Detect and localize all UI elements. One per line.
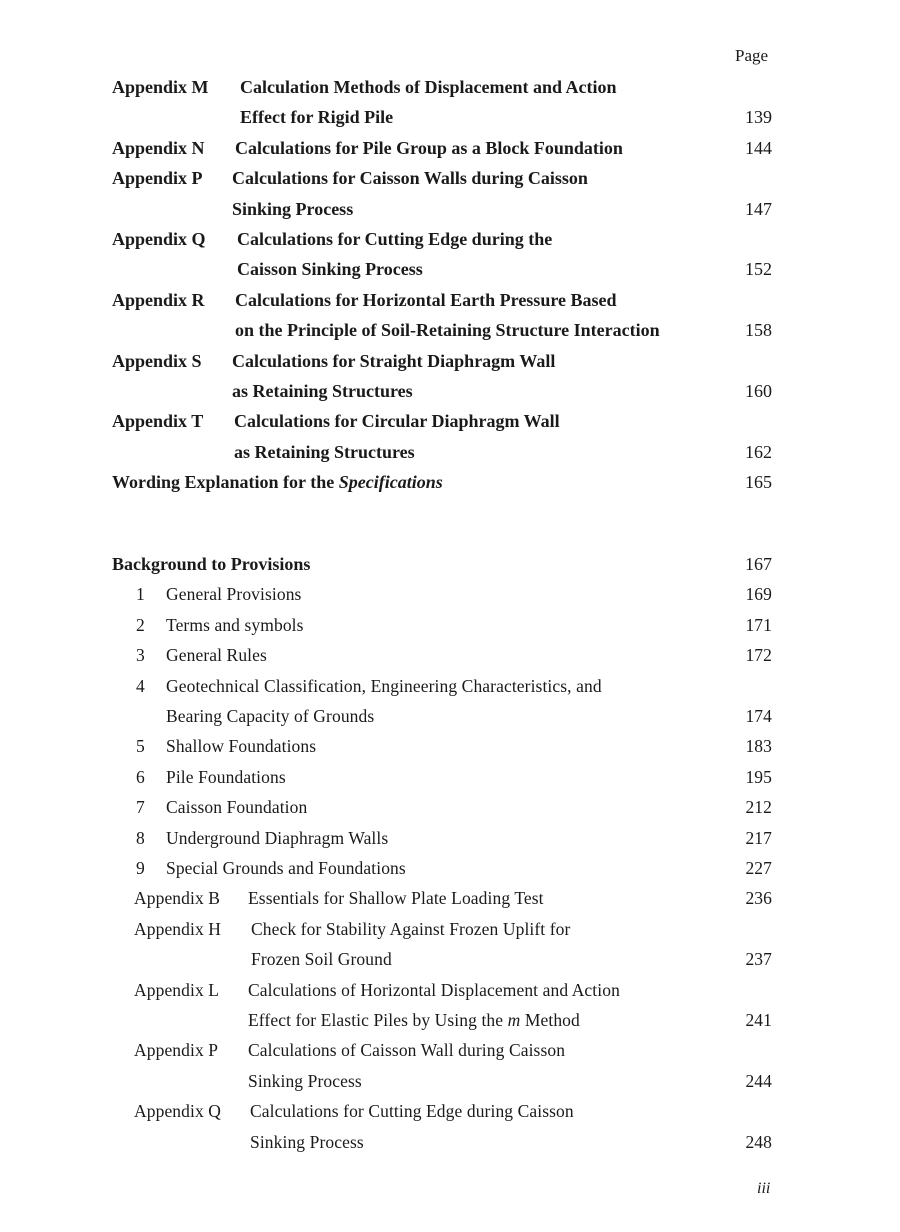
entry-title: on the Principle of Soil-Retaining Structure Interaction — [235, 320, 660, 341]
appendix-title: Calculations of Horizontal Displacement and Action — [248, 979, 620, 1000]
page-number: 162 — [745, 441, 772, 462]
appendix-label: Appendix N — [112, 137, 205, 158]
toc-entry-wording[interactable] — [0, 467, 900, 497]
page-number: 152 — [745, 259, 772, 280]
page-column-header: Page — [735, 46, 769, 65]
chapter-number: 9 — [136, 858, 145, 878]
appendix-title: Check for Stability Against Frozen Uplift for — [251, 918, 571, 939]
toc-chapter-line[interactable] — [0, 579, 900, 609]
toc-entry-line[interactable] — [0, 346, 900, 376]
appendix-title: Calculations of Caisson Wall during Caisson — [248, 1040, 566, 1061]
appendix-label: Appendix Q — [112, 229, 206, 249]
toc-appendix-line[interactable] — [0, 1096, 900, 1126]
page-number: 241 — [745, 1010, 772, 1030]
page-number: 144 — [745, 137, 772, 158]
chapter-number: 6 — [136, 766, 145, 787]
page-number: 237 — [745, 949, 772, 970]
entry-title: as Retaining Structures — [234, 441, 415, 462]
toc-entry-line[interactable] — [0, 72, 900, 102]
chapter-title: Special Grounds and Foundations — [166, 858, 406, 878]
toc-entry-line[interactable] — [0, 102, 900, 132]
page-number: 236 — [745, 888, 772, 909]
toc-entry-line[interactable] — [0, 254, 900, 284]
page-number: 139 — [745, 107, 772, 128]
toc-chapter-line[interactable] — [0, 701, 900, 731]
toc-entry-line[interactable] — [0, 437, 900, 467]
page-number: 147 — [745, 198, 772, 219]
toc-entry-line[interactable] — [0, 133, 900, 163]
page-number: 244 — [745, 1070, 772, 1091]
toc-chapter-line[interactable] — [0, 671, 900, 701]
toc-section-background[interactable] — [0, 549, 900, 579]
entry-title: Caisson Sinking Process — [237, 259, 423, 280]
chapter-title: Underground Diaphragm Walls — [166, 827, 389, 848]
page-number: 183 — [745, 736, 772, 757]
page-number: 227 — [745, 858, 772, 878]
chapter-number: 4 — [136, 675, 145, 696]
appendix-label: Appendix P — [134, 1040, 219, 1061]
page-number: 217 — [745, 827, 772, 848]
chapter-number: 1 — [136, 584, 145, 605]
chapter-title: Geotechnical Classification, Engineering Characteristics, and — [166, 675, 602, 696]
appendix-label: Appendix S — [112, 350, 202, 371]
chapter-title: General Provisions — [166, 584, 302, 605]
entry-title: Calculations for Horizontal Earth Pressure Based — [235, 289, 617, 310]
section-title: Background to Provisions — [112, 554, 311, 574]
appendix-title: Essentials for Shallow Plate Loading Test — [248, 888, 544, 909]
chapter-number: 5 — [136, 736, 145, 757]
toc-entry-line[interactable] — [0, 285, 900, 315]
toc-appendix-line[interactable] — [0, 944, 900, 974]
page-folio: iii — [757, 1180, 771, 1197]
toc-appendix-line[interactable] — [0, 1005, 900, 1035]
appendix-title: Frozen Soil Ground — [251, 949, 392, 970]
entry-title: as Retaining Structures — [232, 381, 413, 401]
appendix-title: Effect for Elastic Piles by Using the m Method — [248, 1010, 580, 1030]
appendix-title: Sinking Process — [248, 1070, 362, 1091]
appendix-label: Appendix H — [134, 918, 222, 939]
toc-chapter-line[interactable] — [0, 853, 900, 883]
entry-title: Calculation Methods of Displacement and Action — [240, 77, 617, 97]
toc-chapter-line[interactable] — [0, 823, 900, 853]
toc-chapter-line[interactable] — [0, 792, 900, 822]
chapter-title: Shallow Foundations — [166, 736, 317, 757]
toc-chapter-line[interactable] — [0, 762, 900, 792]
toc-appendix-line[interactable] — [0, 1035, 900, 1065]
toc-appendix-line[interactable] — [0, 975, 900, 1005]
chapter-number: 8 — [136, 827, 145, 848]
chapter-title: Terms and symbols — [166, 614, 304, 635]
appendix-label: Appendix L — [134, 979, 220, 1000]
toc-entry-line[interactable] — [0, 315, 900, 345]
toc-chapter-line[interactable] — [0, 610, 900, 640]
toc-chapter-line[interactable] — [0, 731, 900, 761]
entry-title: Sinking Process — [232, 198, 354, 219]
page-number: 160 — [745, 381, 772, 401]
entry-title: Effect for Rigid Pile — [240, 107, 394, 128]
entry-title-wrap — [112, 467, 443, 497]
entry-title: Calculations for Caisson Walls during Caisson — [232, 168, 588, 189]
page-number: 171 — [745, 614, 772, 635]
appendix-title: Calculations for Cutting Edge during Caisson — [250, 1101, 574, 1122]
page-number: 172 — [745, 645, 772, 666]
toc-appendix-line[interactable] — [0, 914, 900, 944]
appendix-label: Appendix M — [112, 77, 209, 97]
page-number: 195 — [745, 766, 772, 787]
chapter-number: 2 — [136, 614, 145, 635]
math-symbol-m: m — [507, 1010, 521, 1030]
chapter-number: 3 — [136, 645, 145, 666]
entry-title: Calculations for Circular Diaphragm Wall — [234, 411, 560, 432]
appendix-label: Appendix Q — [134, 1101, 222, 1122]
page-number: 212 — [745, 797, 772, 818]
entry-title: Calculations for Cutting Edge during the — [237, 229, 553, 249]
chapter-title: Pile Foundations — [166, 766, 286, 787]
chapter-title: Caisson Foundation — [166, 797, 308, 818]
toc-chapter-line[interactable] — [0, 640, 900, 670]
page-number: 165 — [745, 472, 772, 493]
chapter-title: General Rules — [166, 645, 267, 666]
entry-title: Wording Explanation for the — [112, 472, 339, 493]
appendix-label: Appendix B — [134, 888, 221, 909]
entry-title: Calculations for Straight Diaphragm Wall — [232, 350, 556, 371]
page-number: 169 — [745, 584, 772, 605]
appendix-label: Appendix T — [112, 411, 204, 432]
toc-entry-line[interactable] — [0, 406, 900, 436]
appendix-title: Sinking Process — [250, 1131, 364, 1152]
chapter-title: Bearing Capacity of Grounds — [166, 706, 375, 726]
entry-title: Calculations for Pile Group as a Block Foundation — [235, 137, 623, 158]
toc-entry-line[interactable] — [0, 224, 900, 254]
appendix-label: Appendix R — [112, 289, 205, 310]
entry-title-italic: Specifications — [338, 472, 443, 493]
toc-entry-line[interactable] — [0, 376, 900, 406]
toc-entry-line[interactable] — [0, 163, 900, 193]
toc-appendix-line[interactable] — [0, 1127, 900, 1157]
toc-appendix-line[interactable] — [0, 1066, 900, 1096]
page-number: 174 — [745, 706, 772, 726]
page-number: 248 — [745, 1131, 772, 1152]
chapter-number: 7 — [136, 797, 145, 818]
page-number: 158 — [745, 320, 772, 341]
appendix-label: Appendix P — [112, 168, 203, 189]
page-number: 167 — [745, 554, 772, 574]
toc-appendix-line[interactable] — [0, 883, 900, 913]
toc-entry-line[interactable] — [0, 194, 900, 224]
